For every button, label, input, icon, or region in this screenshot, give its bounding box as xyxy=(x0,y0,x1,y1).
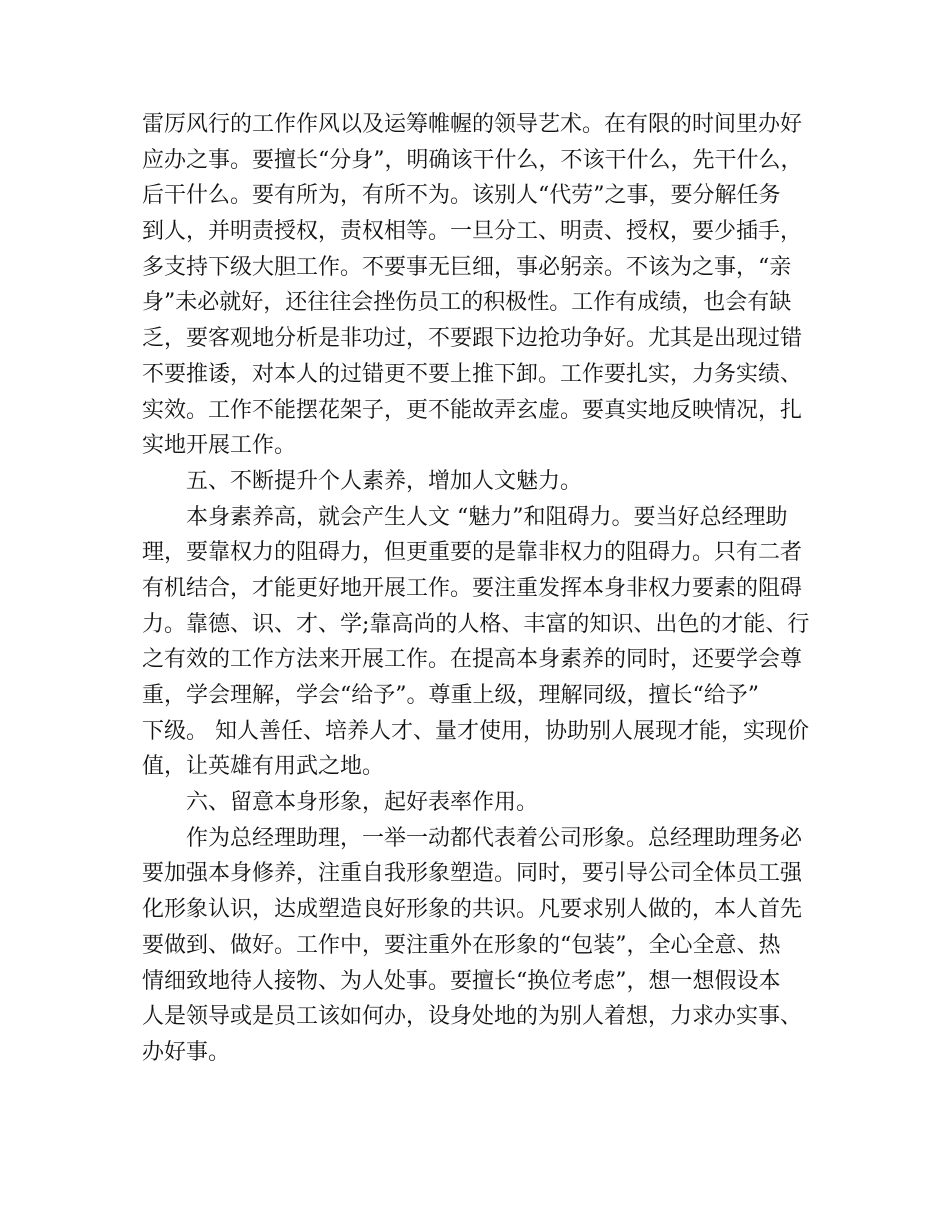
text-line: 实地开展工作。 xyxy=(142,433,297,459)
text-line: 有机结合，才能更好地开展工作。要注重发挥本身非权力要素的阻碍 xyxy=(142,575,803,601)
text-line: 多支持下级大胆工作。不要事无巨细，事必躬亲。不该为之事，“亲 xyxy=(142,254,792,280)
text-line: 理，要靠权力的阻碍力，但更重要的是靠非权力的阻碍力。只有二者 xyxy=(142,540,803,566)
text-line: 要做到、做好。工作中，要注重外在形象的“包装”，全心全意、热 xyxy=(142,932,781,958)
text-line: 雷厉风行的工作作风以及运筹帷幄的领导艺术。在有限的时间里办好 xyxy=(142,112,803,137)
text-line: 办好事。 xyxy=(142,1039,231,1065)
text-line: 不要推诿，对本人的过错更不要上推下卸。工作要扎实，力务实绩、 xyxy=(142,361,803,387)
text-line: 到人，并明责授权，责权相等。一旦分工、明责、授权，要少插手， xyxy=(142,219,803,245)
text-line: 化形象认识，达成塑造良好形象的共识。凡要求别人做的，本人首先 xyxy=(142,897,803,923)
text-line: 要加强本身修养，注重自我形象塑造。同时，要引导公司全体员工强 xyxy=(142,861,803,887)
text-line: 之有效的工作方法来开展工作。在提高本身素养的同时，还要学会尊 xyxy=(142,647,803,673)
text-line: 应办之事。要擅长“分身”，明确该干什么，不该干什么，先干什么， xyxy=(142,147,803,173)
section-heading: 五、不断提升个人素养，增加人文魅力。 xyxy=(186,468,583,494)
text-line: 本身素养高，就会产生人文 “魅力”和阻碍力。要当好总经理助 xyxy=(186,504,788,530)
text-line: 作为总经理助理，一举一动都代表着公司形象。总经理助理务必 xyxy=(186,825,803,851)
text-line: 情细致地待人接物、为人处事。要擅长“换位考虑”，想一想假设本 xyxy=(142,968,781,994)
text-line: 下级。 知人善任、培养人才、量才使用，协助别人展现才能，实现价 xyxy=(142,718,809,744)
section-heading: 六、留意本身形象，起好表率作用。 xyxy=(186,790,539,816)
text-line: 重，学会理解，学会“给予”。尊重上级，理解同级，擅长“给予” xyxy=(142,683,759,708)
text-line: 身”未必就好，还往往会挫伤员工的积极性。工作有成绩，也会有缺 xyxy=(142,290,792,316)
text-line: 实效。工作不能摆花架子，更不能故弄玄虚。要真实地反映情况，扎 xyxy=(142,397,803,423)
text-line: 人是领导或是员工该如何办，设身处地的为别人着想，力求办实事、 xyxy=(142,1004,803,1030)
text-line: 值，让英雄有用武之地。 xyxy=(142,754,385,780)
text-line: 力。靠德、识、才、学;靠高尚的人格、丰富的知识、出色的才能、行 xyxy=(142,611,810,637)
text-line: 后干什么。要有所为，有所不为。该别人“代劳”之事，要分解任务 xyxy=(142,183,781,209)
text-line: 乏，要客观地分析是非功过，不要跟下边抢功争好。尤其是出现过错 xyxy=(142,326,803,352)
document-page xyxy=(142,107,810,1071)
